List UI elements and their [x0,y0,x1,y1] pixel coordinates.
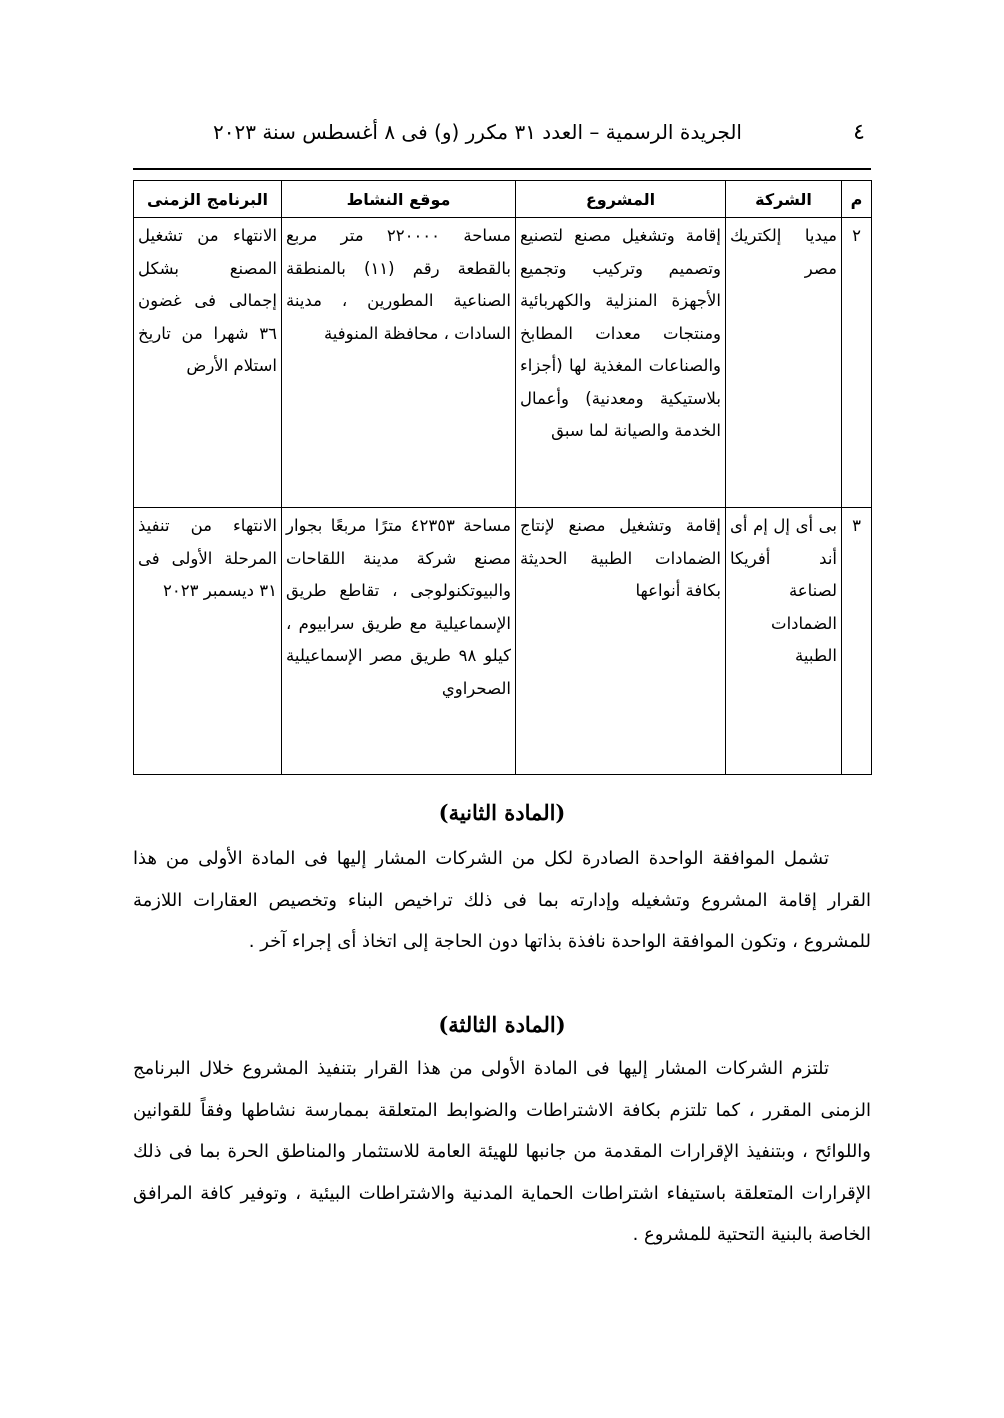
row-number: ٣ [842,508,872,775]
article-3-heading: (المادة الثالثة) [438,1012,566,1037]
column-header-company: الشركة [726,181,842,218]
article-2-heading: (المادة الثانية) [438,800,566,825]
project-cell: إقامة وتشغيل مصنع لتصنيع وتصميم وتركيب وتجميع الأجهزة المنزلية والكهربائية ومنتجات معدات المطابخ والصناعات المغذية لها (أجزاء بلاستيكية ومعدنية) وأعمال الخدمة والصيانة لما سبق [516,218,726,508]
table-row [134,508,872,775]
location-cell: مساحة ٤٢٣٥٣ مترًا مربعًا بجوار مصنع شركة مدينة اللقاحات والبيوتكنولوجى ، تقاطع طريق الإسماعيلية مع طريق سرابيوم ، كيلو ٩٨ طريق مصر الإسماعيلية الصحراوي [282,508,516,775]
schedule-cell: الانتهاء من تشغيل المصنع بشكل إجمالى فى غضون ٣٦ شهرا من تاريخ استلام الأرض [134,218,282,508]
column-header-project: المشروع [516,181,726,218]
running-title: الجريدة الرسمية – العدد ٣١ مكرر (و) فى ٨ أغسطس سنة ٢٠٢٣ [213,120,742,144]
row-number: ٢ [842,218,872,508]
column-header-location: موقع النشاط [282,181,516,218]
table-row [134,218,872,508]
company-cell: ميديا إلكتريك مصر [726,218,842,508]
column-header-schedule: البرنامج الزمنى [134,181,282,218]
table-header-row [134,181,872,218]
page-header [133,116,871,170]
schedule-cell: الانتهاء من تنفيذ المرحلة الأولى فى ٣١ ديسمبر ٢٠٢٣ [134,508,282,775]
project-cell: إقامة وتشغيل مصنع لإنتاج الضمادات الطبية الحديثة بكافة أنواعها [516,508,726,775]
article-2-text: تشمل الموافقة الواحدة الصادرة لكل من الشركات المشار إليها فى المادة الأولى من هذا القرار إقامة المشروع وتشغيله وإدارته بما فى ذلك تراخيص البناء وتخصيص العقارات اللازمة للمشروع ، وتكون الموافقة الواحدة نافذة بذاتها دون الحاجة إلى اتخاذ أى إجراء آخر . [133,848,871,952]
article-3-text: تلتزم الشركات المشار إليها فى المادة الأولى من هذا القرار بتنفيذ المشروع خلال البرنامج الزمنى المقرر ، كما تلتزم بكافة الاشتراطات والضوابط المتعلقة بممارسة نشاطها وفقاً للقوانين واللوائح ، وبتنفيذ الإقرارات المقدمة من جانبها للهيئة العامة للاستثمار والمناطق الحرة بما فى ذلك الإقرارات المتعلقة باستيفاء اشتراطات الحماية المدنية والاشتراطات البيئية ، وتوفير كافة المرافق الخاصة بالبنية التحتية للمشروع . [133,1058,871,1245]
page-number: ٤ [853,120,865,145]
projects-table [133,180,872,775]
location-cell: مساحة ٢٢٠٠٠٠ متر مربع بالقطعة رقم (١١) بالمنطقة الصناعية المطورين ، مدينة السادات ، محافظة المنوفية [282,218,516,508]
column-header-num: م [842,181,872,218]
company-cell: بى أى إل إم أى أند أفريكا لصناعة الضمادات الطبية [726,508,842,775]
